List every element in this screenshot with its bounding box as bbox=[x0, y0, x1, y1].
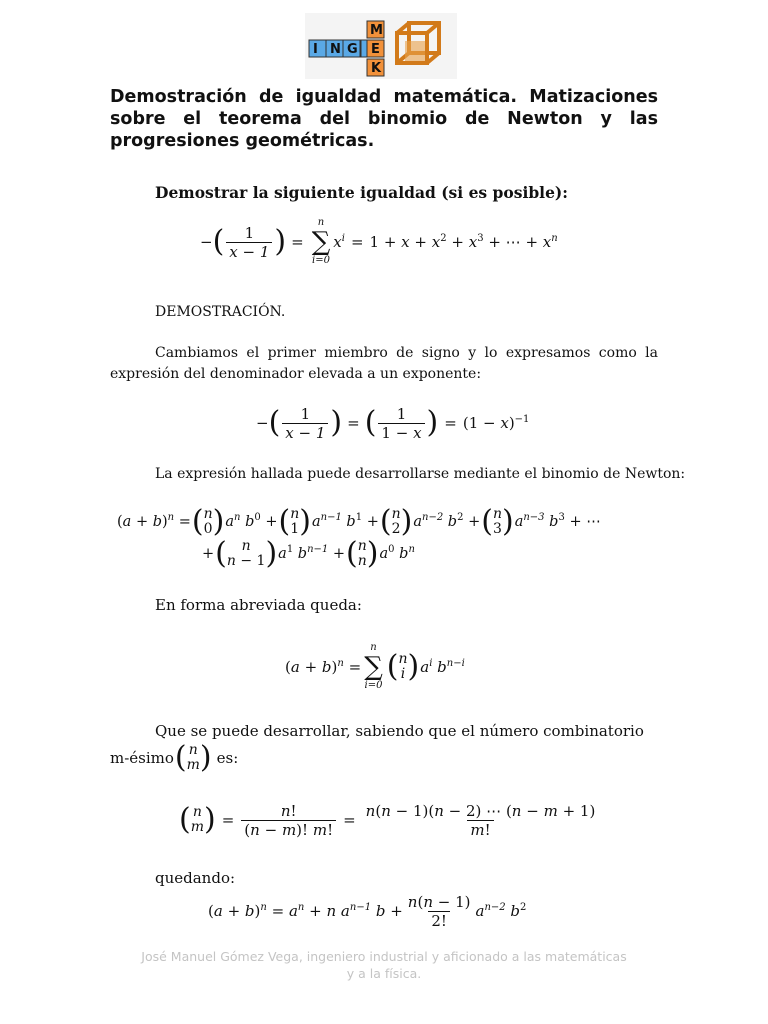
logo-letter-m: M bbox=[370, 23, 383, 38]
paragraph-5: quedando: bbox=[155, 869, 236, 887]
equation-main-identity: − ( $\frac{1}{x - 1}$ ) = n ∑ i=0 $x^i$ = $1 + x + x^2 + x^3$ + ⋯ + $x^n$ bbox=[200, 217, 558, 266]
ingmek-logo bbox=[305, 13, 457, 79]
demo-heading: DEMOSTRACIÓN. bbox=[155, 304, 286, 320]
logo-letter-e: E bbox=[371, 42, 380, 57]
paragraph-4-m-esimo: m-ésimo bbox=[110, 748, 174, 767]
equation-combinatorial-number: ( n m ) = $\frac{n!}{(n - m)! m!}$ = $\frac{n(n - 1)(n - 2) \cdots (n - m + 1)}{m!}$ bbox=[179, 801, 596, 839]
statement: Demostrar la siguiente igualdad (si es posible): bbox=[155, 183, 568, 202]
equation-expansion-result: $(a + b)^n = a^n + n$ $a^{n-1}$ b + $\frac{n(n - 1)}{2!}$ $a^{n-2}$ $b^2$ bbox=[208, 892, 527, 930]
paragraph-4-line2: m-ésimo ( n m ) es: bbox=[110, 740, 239, 775]
paragraph-4: Que se puede desarrollar, sabiendo que el número combinatorio bbox=[155, 722, 644, 740]
equation-sign-change: − ( $\frac{1}{x - 1}$ ) = ( $\frac{1}{1 - x}$ ) = $(1 - x)^{-1}$ bbox=[256, 404, 530, 442]
logo-letter-i: I bbox=[313, 42, 318, 57]
logo-letter-n: N bbox=[330, 42, 341, 57]
paragraph-3: En forma abreviada queda: bbox=[155, 596, 362, 614]
logo-letter-g: G bbox=[347, 42, 358, 57]
document-title: Demostración de igualdad matemática. Matizaciones sobre el teorema del binomio de Newton y las progresiones geométricas. bbox=[110, 87, 658, 151]
equation-binomial-sum: $(a + b)^n$ = n ∑ i=0 ( n i ) $a^i$ $b^{n-i}$ bbox=[285, 642, 465, 691]
logo-letter-k: K bbox=[371, 61, 382, 76]
paragraph-4-es: es: bbox=[216, 748, 239, 767]
equation-binomial-expansion-line1: $(a + b)^n$ = ( n 0 ) $a^n$ $b^0$ + ( n 1 ) $a^{n-1}$ $b^1$ + ( n 2 ) $a^{n-2}$ $b^2$ + ( n 3 ) $a^{n-3}$ $b^3$ + ⋯ bbox=[117, 504, 601, 539]
author-footer: José Manuel Gómez Vega, ingeniero industrial y aficionado a las matemáticas y a la física. bbox=[141, 949, 627, 981]
equation-binomial-expansion-line2: + ( n n − 1 ) $a^1$ $b^{n-1}$ + ( n n ) $a^0$ $b^n$ bbox=[202, 536, 415, 571]
paragraph-1: Cambiamos el primer miembro de signo y lo expresamos como la expresión del denominador elevada a un exponente: bbox=[110, 345, 658, 382]
paragraph-2: La expresión hallada puede desarrollarse mediante el binomio de Newton: bbox=[155, 466, 686, 482]
